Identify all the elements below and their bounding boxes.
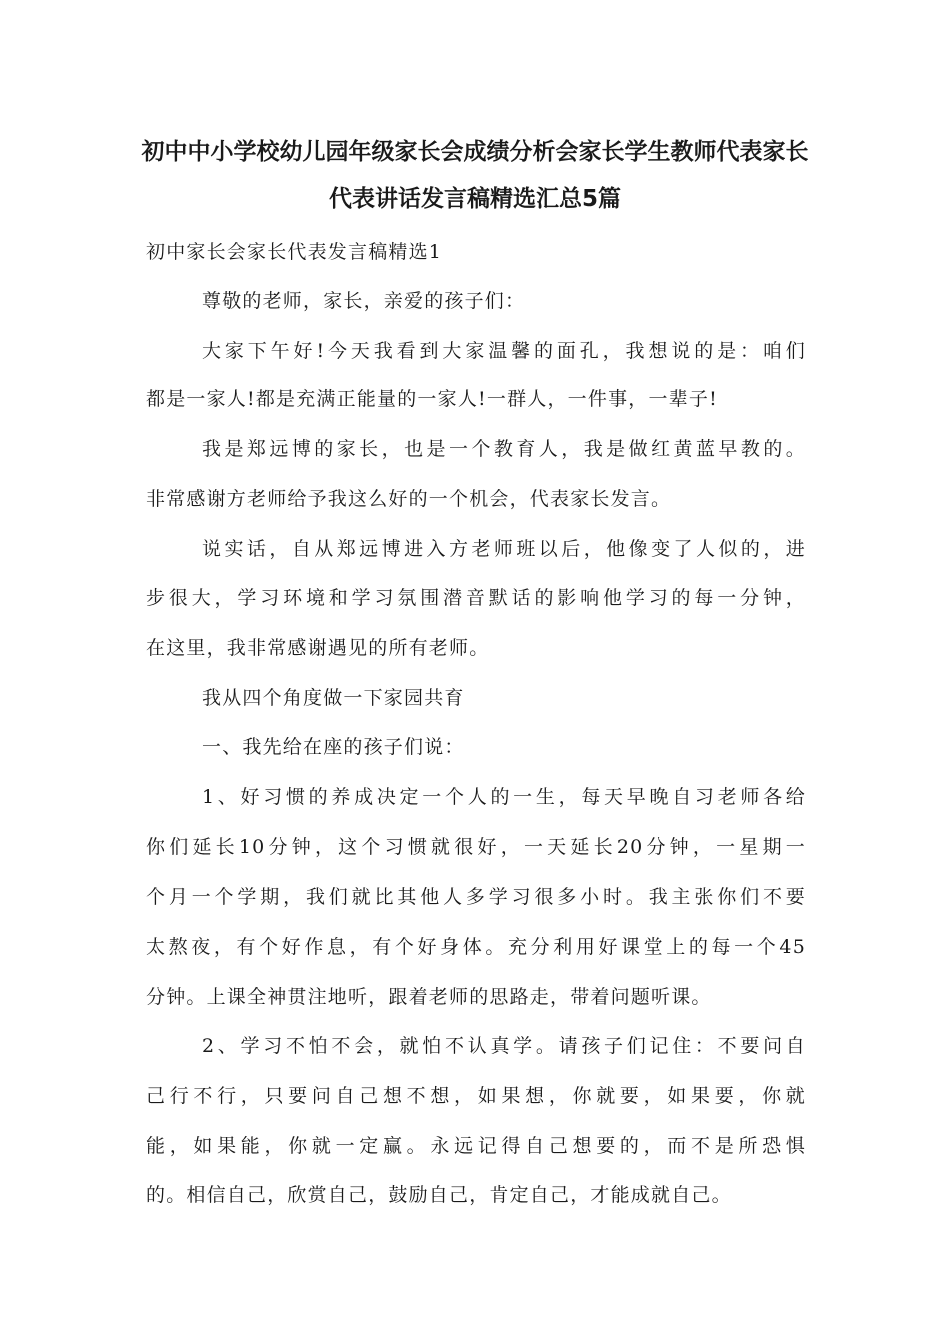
paragraph-line: 己行不行，只要问自己想不想，如果想，你就要，如果要，你就: [146, 1085, 806, 1107]
paragraph-line: 尊敬的老师，家长，亲爱的孩子们：: [202, 290, 526, 312]
paragraph-line: 个月一个学期，我们就比其他人多学习很多小时。我主张你们不要: [146, 886, 806, 908]
paragraph-line: 我是郑远博的家长，也是一个教育人，我是做红黄蓝早教的。: [202, 438, 806, 460]
paragraph-line: 说实话，自从郑远博进入方老师班以后，他像变了人似的，进: [202, 538, 806, 560]
paragraph-line: 1、好习惯的养成决定一个人的一生，每天早晚自习老师各给: [202, 786, 806, 808]
document-title-line-2: 代表讲话发言稿精选汇总5篇: [328, 186, 621, 212]
paragraph-line: 能，如果能，你就一定赢。永远记得自己想要的，而不是所恐惧: [146, 1135, 806, 1157]
paragraph-line: 一、我先给在座的孩子们说：: [202, 736, 465, 758]
paragraph-line: 的。相信自己，欣赏自己，鼓励自己，肯定自己，才能成就自己。: [146, 1184, 732, 1206]
paragraph-line: 太熬夜，有个好作息，有个好身体。充分利用好课堂上的每一个45: [146, 936, 806, 958]
paragraph-line: 非常感谢方老师给予我这么好的一个机会，代表家长发言。: [146, 488, 672, 510]
section-heading: 初中家长会家长代表发言稿精选1: [146, 241, 443, 263]
paragraph-line: 你们延长10分钟，这个习惯就很好，一天延长20分钟，一星期一: [146, 836, 806, 858]
paragraph-line: 2、学习不怕不会，就怕不认真学。请孩子们记住：不要问自: [202, 1035, 806, 1057]
paragraph-line: 都是一家人!都是充满正能量的一家人!一群人，一件事，一辈子!: [146, 388, 718, 410]
paragraph-line: 我从四个角度做一下家园共育: [202, 687, 465, 709]
paragraph-line: 大家下午好!今天我看到大家温馨的面孔，我想说的是：咱们: [202, 340, 806, 362]
paragraph-line: 分钟。上课全神贯注地听，跟着老师的思路走，带着问题听课。: [146, 986, 712, 1008]
paragraph-line: 步很大，学习环境和学习氛围潜音默话的影响他学习的每一分钟，: [146, 587, 806, 609]
paragraph-line: 在这里，我非常感谢遇见的所有老师。: [146, 637, 490, 659]
document-title-line-1: 初中中小学校幼儿园年级家长会成绩分析会家长学生教师代表家长: [141, 139, 809, 165]
